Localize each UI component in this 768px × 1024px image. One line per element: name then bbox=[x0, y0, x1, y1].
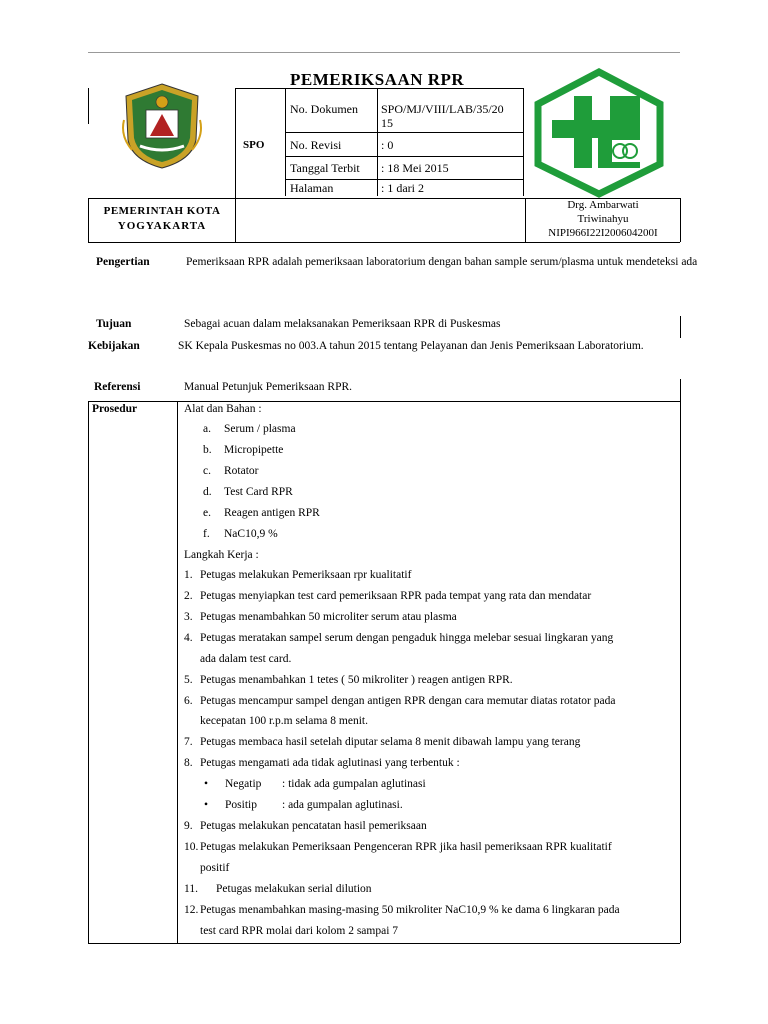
doc-row-value: : 18 Mei 2015 bbox=[381, 161, 449, 175]
tujuan-text: Sebagai acuan dalam melaksanakan Pemeriksaan RPR di Puskesmas bbox=[184, 318, 501, 330]
list-marker: c. bbox=[203, 465, 211, 477]
step-text: Petugas meratakan sampel serum dengan pengaduk hingga melebar sesuai lingkaran yang bbox=[200, 632, 614, 644]
bullet-desc: : ada gumpalan aglutinasi. bbox=[282, 799, 403, 811]
referensi-border bbox=[680, 379, 681, 401]
list-item: Test Card RPR bbox=[224, 486, 293, 498]
list-item: Micropipette bbox=[224, 444, 284, 456]
bullet-term: Negatip bbox=[225, 778, 262, 790]
header-left-tick bbox=[88, 88, 89, 124]
bullet-icon: • bbox=[204, 799, 209, 811]
bullet-desc: : tidak ada gumpalan aglutinasi bbox=[282, 778, 426, 790]
spo-label: SPO bbox=[243, 139, 265, 151]
step-number: 6. bbox=[184, 695, 193, 707]
step-text: Petugas melakukan pencatatan hasil pemeriksaan bbox=[200, 820, 427, 832]
list-item: NaC10,9 % bbox=[224, 528, 278, 540]
step-number: 4. bbox=[184, 632, 193, 644]
step-text: Petugas membaca hasil setelah diputar selama 8 menit dibawah lampu yang terang bbox=[200, 736, 581, 748]
prosedur-border bbox=[177, 401, 178, 943]
step-text: Petugas melakukan Pemeriksaan rpr kualitatif bbox=[200, 569, 412, 581]
tujuan-border bbox=[680, 316, 681, 338]
list-marker: a. bbox=[203, 423, 211, 435]
bullet-icon: • bbox=[204, 778, 209, 790]
list-marker: f. bbox=[203, 528, 210, 540]
list-item: Serum / plasma bbox=[224, 423, 296, 435]
step-text-cont: ada dalam test card. bbox=[200, 653, 292, 665]
signer-name-2: Triwinahyu bbox=[577, 213, 629, 225]
org-name-line1: PEMERINTAH KOTA bbox=[103, 205, 221, 217]
step-text: Petugas menambahkan 50 microliter serum atau plasma bbox=[200, 611, 457, 623]
step-number: 12. bbox=[184, 904, 199, 916]
step-number: 11. bbox=[184, 883, 198, 895]
prosedur-label: Prosedur bbox=[92, 403, 138, 415]
step-text-cont: test card RPR molai dari kolom 2 sampai 7 bbox=[200, 925, 399, 937]
doc-row-value: : 0 bbox=[381, 138, 394, 152]
step-number: 1. bbox=[184, 569, 193, 581]
doc-row-label: Tanggal Terbit bbox=[290, 161, 360, 175]
org-row-border bbox=[525, 198, 526, 242]
document-title: PEMERIKSAAN RPR bbox=[290, 70, 465, 89]
step-text: Petugas mengamati ada tidak aglutinasi yang terbentuk : bbox=[200, 757, 460, 769]
list-marker: b. bbox=[203, 444, 212, 456]
step-text-cont: kecepatan 100 r.p.m selama 8 menit. bbox=[200, 715, 368, 727]
step-number: 8. bbox=[184, 757, 193, 769]
puskesmas-logo bbox=[532, 68, 667, 198]
top-rule bbox=[88, 52, 680, 53]
step-number: 7. bbox=[184, 736, 193, 748]
kebijakan-text: SK Kepala Puskesmas no 003.A tahun 2015 tentang Pelayanan dan Jenis Pemeriksaan Laboratorium. bbox=[178, 340, 644, 352]
step-text-cont: positif bbox=[200, 862, 230, 874]
signer-nip: NIPI966I22I200604200I bbox=[548, 227, 658, 239]
step-number: 3. bbox=[184, 611, 193, 623]
header-table-border bbox=[285, 156, 523, 157]
step-text: Petugas mencampur sampel dengan antigen RPR dengan cara memutar diatas rotator pada bbox=[200, 695, 616, 707]
header-table-border bbox=[235, 88, 236, 242]
org-row-border bbox=[680, 198, 681, 242]
step-number: 5. bbox=[184, 674, 193, 686]
step-number: 10. bbox=[184, 841, 199, 853]
prosedur-border bbox=[88, 943, 680, 944]
city-crest-logo bbox=[120, 80, 205, 172]
header-table-border bbox=[523, 88, 524, 196]
referensi-text: Manual Petunjuk Pemeriksaan RPR. bbox=[184, 381, 353, 393]
step-text: Petugas melakukan serial dilution bbox=[216, 883, 372, 895]
tujuan-label: Tujuan bbox=[96, 318, 132, 330]
step-text: Petugas menambahkan 1 tetes ( 50 mikroliter ) reagen antigen RPR. bbox=[200, 674, 513, 686]
org-name-line2: YOGYAKARTA bbox=[117, 220, 207, 232]
doc-row-label: No. Dokumen bbox=[290, 102, 358, 116]
step-text: Petugas menambahkan masing-masing 50 mikroliter NaC10,9 % ke dama 6 lingkaran pada bbox=[200, 904, 620, 916]
list-item: Rotator bbox=[224, 465, 259, 477]
header-table-border bbox=[235, 88, 523, 89]
alat-heading: Alat dan Bahan : bbox=[184, 403, 262, 415]
header-table-border bbox=[285, 132, 523, 133]
org-row-border bbox=[88, 198, 89, 242]
doc-row-value: 15 bbox=[381, 116, 393, 130]
doc-row-label: No. Revisi bbox=[290, 138, 342, 152]
list-marker: d. bbox=[203, 486, 212, 498]
header-table-border bbox=[285, 179, 523, 180]
org-row-border bbox=[88, 242, 680, 243]
prosedur-border bbox=[680, 401, 681, 943]
doc-row-label: Halaman bbox=[290, 181, 334, 195]
signer-name: Drg. Ambarwati bbox=[567, 199, 639, 211]
kebijakan-label: Kebijakan bbox=[88, 340, 140, 352]
prosedur-border bbox=[88, 401, 89, 943]
bullet-term: Positip bbox=[225, 799, 257, 811]
step-number: 9. bbox=[184, 820, 193, 832]
doc-row-value: SPO/MJ/VIII/LAB/35/20 bbox=[381, 102, 504, 116]
step-number: 2. bbox=[184, 590, 193, 602]
step-text: Petugas melakukan Pemeriksaan Pengenceran RPR jika hasil pemeriksaan RPR kualitatif bbox=[200, 841, 612, 853]
doc-row-value: : 1 dari 2 bbox=[381, 181, 424, 195]
list-item: Reagen antigen RPR bbox=[224, 507, 320, 519]
step-text: Petugas menyiapkan test card pemeriksaan RPR pada tempat yang rata dan mendatar bbox=[200, 590, 592, 602]
langkah-heading: Langkah Kerja : bbox=[184, 549, 259, 561]
pengertian-label: Pengertian bbox=[96, 256, 150, 268]
referensi-label: Referensi bbox=[94, 381, 141, 393]
pengertian-text: Pemeriksaan RPR adalah pemeriksaan laboratorium dengan bahan sample serum/plasma untuk mendeteksi ada bbox=[186, 256, 698, 268]
list-marker: e. bbox=[203, 507, 211, 519]
